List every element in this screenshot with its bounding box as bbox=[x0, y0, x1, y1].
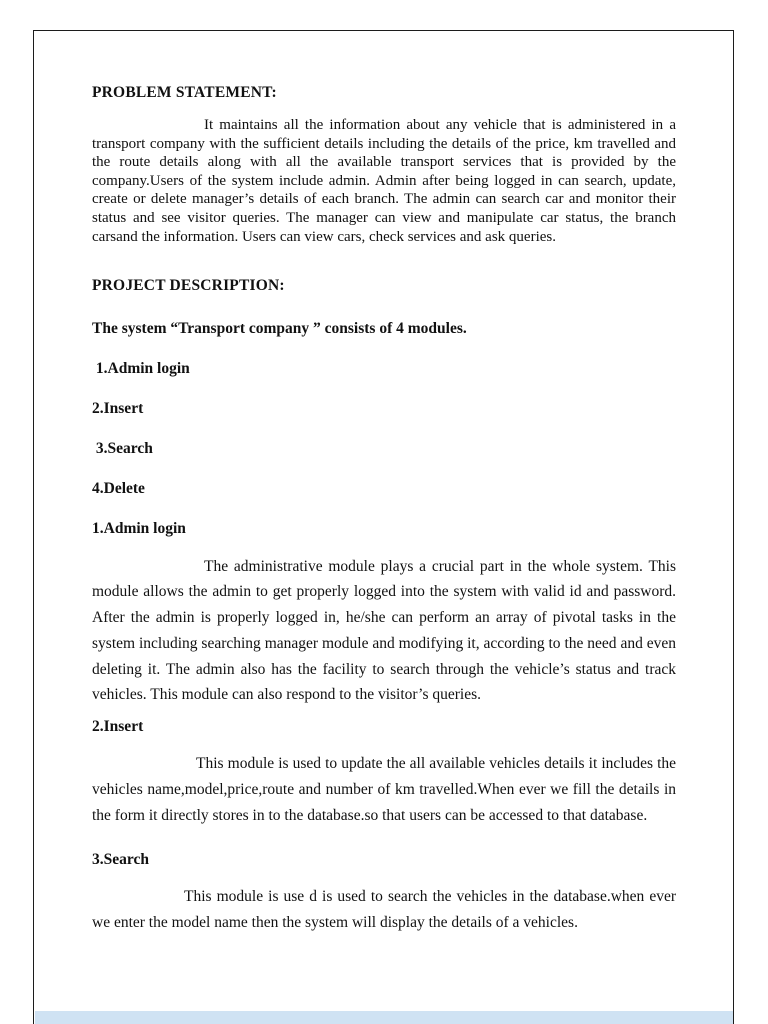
module-list-item-delete: 4.Delete bbox=[92, 480, 145, 498]
search-paragraph: This module is use d is used to search the vehicles in the database.when ever we enter the model name then the system will display the details of a vehicles. bbox=[92, 888, 676, 931]
admin-login-section-heading: 1.Admin login bbox=[92, 520, 186, 538]
module-list-item-insert: 2.Insert bbox=[92, 400, 144, 418]
problem-statement-heading: PROBLEM STATEMENT: bbox=[92, 84, 277, 101]
module-list-item-search: 3.Search bbox=[92, 440, 153, 458]
insert-paragraph: This module is used to update the all available vehicles details it includes the vehicles name,model,price,route and number of km travelled.When ever we fill the details in the form it directly stores in to the database.so that users can be accessed to that database. bbox=[92, 755, 676, 824]
page-content bbox=[92, 0, 676, 936]
insert-section-heading: 2.Insert bbox=[92, 717, 144, 735]
modules-intro-line: The system “Transport company ” consists of 4 modules. bbox=[92, 320, 467, 338]
page-bottom-edge bbox=[35, 1011, 733, 1024]
problem-statement-paragraph: It maintains all the information about any vehicle that is administered in a transport company with the sufficient details including the details of the price, km travelled and the route details along with all the available transport services that is provided by the company.Users of the system include admin. Admin after being logged in can search, update, create or delete manager’s details of each branch. The admin can search car and monitor their status and see visitor queries. The manager can view and manipulate car status, the branch carsand the information. Users can view cars, check services and ask queries. bbox=[92, 117, 676, 245]
admin-login-paragraph: The administrative module plays a crucial part in the whole system. This module allows the admin to get properly logged into the system with valid id and password. After the admin is properly logged in, he/she can perform an array of pivotal tasks in the system including searching manager module and modifying it, according to the need and even deleting it. The admin also has the facility to search through the vehicle’s status and track vehicles. This module can also respond to the visitor’s queries. bbox=[92, 557, 676, 704]
project-description-heading: PROJECT DESCRIPTION: bbox=[92, 277, 285, 295]
search-section-heading: 3.Search bbox=[92, 850, 149, 868]
module-list-item-admin-login: 1.Admin login bbox=[92, 360, 190, 378]
